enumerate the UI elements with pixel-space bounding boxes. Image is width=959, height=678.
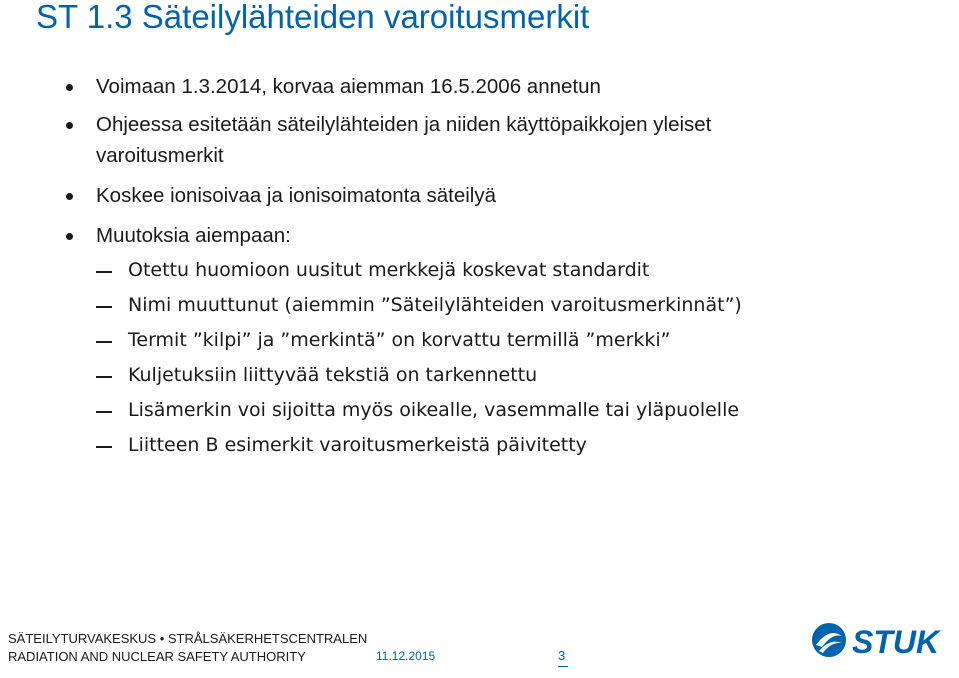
footer-org-line2: RADIATION AND NUCLEAR SAFETY AUTHORITY [8, 649, 306, 664]
bullet-text: Koskee ionisoivaa ja ionisoimatonta säteilyä [96, 184, 496, 207]
bullet-text: Ohjeessa esitetään säteilylähteiden ja niiden käyttöpaikkojen yleiset [96, 113, 712, 136]
dash-icon [96, 446, 112, 448]
slide-title: ST 1.3 Säteilylähteiden varoitusmerkit [36, 0, 590, 35]
footer-org-line1: SÄTEILYTURVAKESKUS • STRÅLSÄKERHETSCENTRALEN [8, 631, 368, 646]
subbullet-text: Nimi muuttunut (aiemmin ”Säteilylähteiden varoitusmerkinnät”) [128, 294, 742, 316]
bullet-dot-icon [66, 122, 73, 129]
bullet-text: Muutoksia aiempaan: [96, 224, 291, 247]
dash-icon [96, 376, 112, 378]
subbullet-text: Kuljetuksiin liittyvää tekstiä on tarkennettu [128, 364, 538, 386]
dash-icon [96, 271, 112, 273]
bullet-text: varoitusmerkit [96, 144, 224, 167]
dash-icon [96, 306, 112, 308]
subbullet-text: Otettu huomioon uusitut merkkejä koskevat standardit [128, 259, 650, 281]
footer-date: 11.12.2015 [376, 649, 436, 663]
bullet-dot-icon [66, 193, 73, 200]
bullet-text: Voimaan 1.3.2014, korvaa aiemman 16.5.2006 annetun [96, 75, 601, 98]
stuk-logo [808, 618, 944, 662]
page-number-underline [558, 666, 568, 667]
page-number: 3 [558, 648, 566, 663]
subbullet-text: Lisämerkin voi sijoitta myös oikealle, vasemmalle tai yläpuolelle [128, 399, 740, 421]
dash-icon [96, 411, 112, 413]
subbullet-text: Liitteen B esimerkit varoitusmerkeistä päivitetty [128, 434, 587, 456]
dash-icon [96, 341, 112, 343]
subbullet-text: Termit ”kilpi” ja ”merkintä” on korvattu termillä ”merkki” [128, 329, 671, 351]
bullet-dot-icon [66, 84, 73, 91]
bullet-dot-icon [66, 233, 73, 240]
stuk-logo-text: STUK [852, 624, 940, 660]
